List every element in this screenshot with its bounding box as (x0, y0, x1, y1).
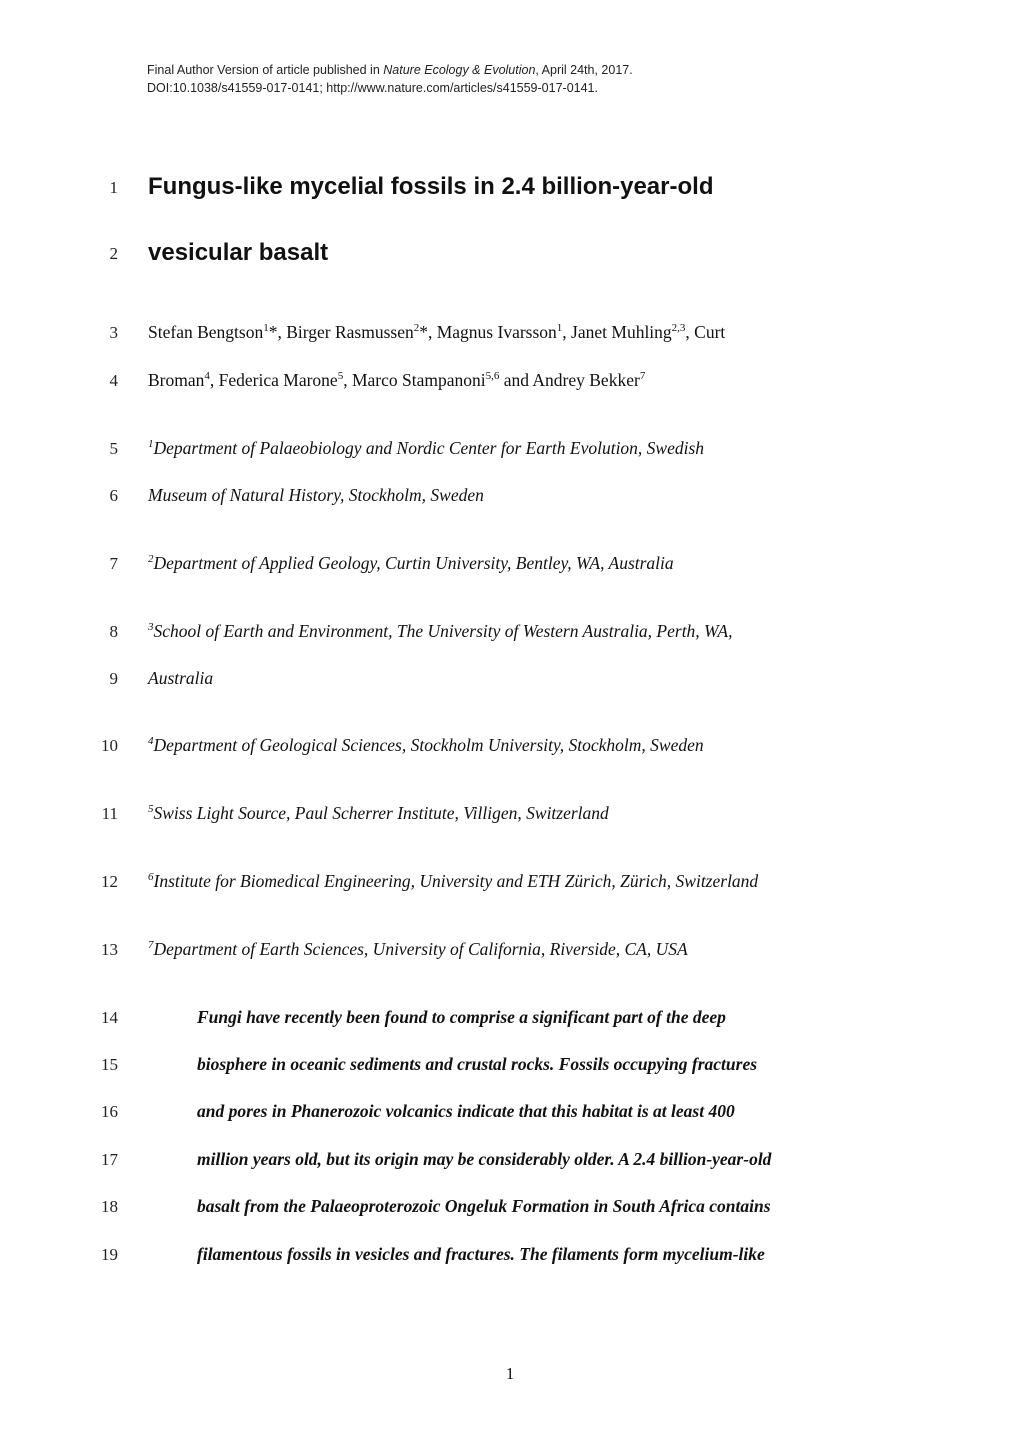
title-line-2: vesicular basalt (148, 239, 329, 266)
affiliation-sup: 4 (148, 735, 154, 747)
line-number: 18 (101, 1197, 118, 1216)
author-name: Magnus Ivarsson (436, 322, 557, 342)
author-name: Andrey Bekker (532, 370, 640, 390)
author-affil-sup: 1 (556, 322, 563, 334)
affiliation-1-cont: Museum of Natural History, Stockholm, Sweden (148, 485, 484, 505)
article-header (147, 61, 633, 97)
line-number: 15 (101, 1055, 118, 1074)
abstract-line: biosphere in oceanic sediments and crustal rocks. Fossils occupying fractures (197, 1054, 758, 1074)
author-affil-sup: 2 (413, 322, 420, 334)
author-name: Janet Muhling (571, 322, 672, 342)
author-name: Stefan Bengtson (148, 322, 264, 342)
line-number: 14 (101, 1008, 118, 1027)
affiliation-sup: 1 (148, 438, 154, 450)
author-affil-sup: 4 (204, 370, 210, 382)
affiliation-4: $^4$Department of Geological Sciences, Stockholm University, Stockholm, Sweden (148, 735, 704, 755)
affiliation-1: $^1$Department of Palaeobiology and Nordic Center for Earth Evolution, Swedish (148, 438, 705, 458)
line-number: 10 (101, 736, 118, 755)
affiliation-3-cont: Australia (148, 668, 214, 688)
author-name: Broman (148, 370, 205, 390)
abstract-line: basalt from the Palaeoproterozoic Ongeluk Formation in South Africa contains (197, 1196, 771, 1216)
author-name: Birger Rasmussen (286, 322, 414, 342)
line-number: 4 (109, 371, 118, 390)
line-number: 11 (101, 804, 118, 823)
author-name: Federica Marone (218, 370, 338, 390)
line-number: 6 (109, 486, 118, 505)
abstract-line: and pores in Phanerozoic volcanics indicate that this habitat is at least 400 (197, 1101, 735, 1121)
affiliation-sup: 6 (148, 871, 154, 883)
line-number: 9 (109, 669, 118, 688)
line-number: 3 (109, 323, 118, 342)
affiliation-5: $^5$Swiss Light Source, Paul Scherrer Institute, Villigen, Switzerland (148, 803, 609, 823)
journal-name: Nature Ecology & Evolution (383, 63, 536, 77)
author-affil-sup: 1 (263, 322, 269, 334)
affiliation-sup: 5 (148, 803, 154, 815)
line-number: 5 (109, 439, 118, 458)
line-number: 1 (109, 178, 118, 197)
line-number: 13 (101, 940, 118, 959)
author-name: Curt (694, 322, 726, 342)
header-line-2-doi: DOI:10.1038/s41559-017-0141; http://www.nature.com/articles/s41559-017-0141. (147, 81, 598, 95)
affiliation-7: $^7$Department of Earth Sciences, University of California, Riverside, CA, USA (148, 939, 688, 959)
author-affil-sup: 2,3 (671, 322, 686, 334)
line-number: 12 (101, 872, 118, 891)
authors-line-1: Stefan Bengtson$^1$*, Birger Rasmussen$^2$*, Magnus Ivarsson$^1$, Janet Muhling$^{2,3}$, Curt (148, 322, 726, 342)
affiliation-6: $^6$Institute for Biomedical Engineering, University and ETH Zürich, Zürich, Switzerland (148, 871, 759, 891)
author-affil-sup: 5,6 (485, 370, 500, 382)
line-number: 7 (109, 554, 118, 573)
abstract-line: Fungi have recently been found to comprise a significant part of the deep (197, 1007, 726, 1027)
line-number: 19 (101, 1245, 118, 1264)
affiliation-3: $^3$School of Earth and Environment, The University of Western Australia, Perth, WA, (148, 621, 733, 641)
abstract-line: filamentous fossils in vesicles and fractures. The filaments form mycelium-like (197, 1244, 765, 1264)
abstract-line: million years old, but its origin may be considerably older. A 2.4 billion-year-old (197, 1149, 772, 1169)
affiliation-sup: 7 (148, 939, 154, 951)
title-line-1: Fungus-like mycelial fossils in 2.4 billion-year-old (148, 173, 714, 200)
line-number: 17 (101, 1150, 118, 1169)
authors-line-2: Broman$^4$, Federica Marone$^5$, Marco Stampanoni$^{5,6}$ and Andrey Bekker$^7$ (148, 370, 646, 390)
author-affil-sup: 5 (337, 370, 344, 382)
affiliation-2: $^2$Department of Applied Geology, Curtin University, Bentley, WA, Australia (148, 553, 674, 573)
line-number: 8 (109, 622, 118, 641)
header-line-1: Final Author Version of article published in Nature Ecology & Evolution, April 24th, 2017. (147, 63, 633, 77)
line-number: 2 (109, 244, 118, 263)
affiliation-sup: 3 (148, 621, 154, 633)
line-number: 16 (101, 1102, 118, 1121)
author-name: Marco Stampanoni (351, 370, 486, 390)
page-number: 1 (505, 1364, 515, 1383)
author-affil-sup: 7 (639, 370, 646, 382)
affiliation-sup: 2 (148, 553, 154, 565)
